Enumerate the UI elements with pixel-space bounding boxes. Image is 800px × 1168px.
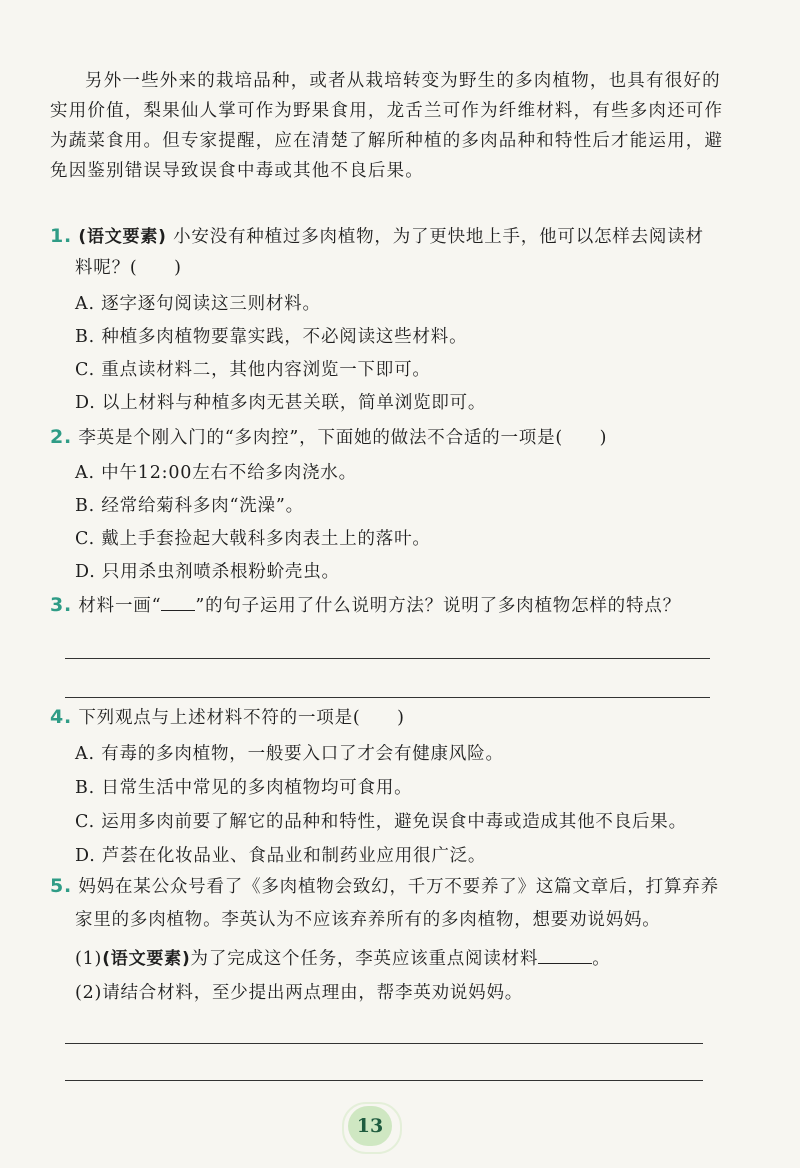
language-element-tag: (语文要素) — [102, 949, 191, 969]
intro-line: 为蔬菜食用。但专家提醒，应在清楚了解所种植的多肉品种和特性后才能运用，避 — [50, 131, 724, 151]
question-text: 下列观点与上述材料不符的一项是( ) — [78, 708, 405, 728]
option-b: B. 经常给菊科多肉“洗澡”。 — [75, 496, 304, 516]
option-a: A. 有毒的多肉植物，一般要入口了才会有健康风险。 — [75, 744, 504, 764]
fill-blank[interactable] — [538, 963, 592, 964]
option-c: C. 戴上手套捡起大戟科多肉表土上的落叶。 — [75, 529, 431, 549]
intro-paragraph — [50, 66, 730, 186]
option-a: A. 中午12:00左右不给多肉浇水。 — [75, 463, 357, 483]
answer-line[interactable] — [65, 1080, 703, 1081]
sub-question-text: (2)请结合材料，至少提出两点理由，帮李英劝说妈妈。 — [75, 983, 524, 1003]
option-b: B. 种植多肉植物要靠实践，不必阅读这些材料。 — [75, 327, 468, 347]
underline-blank — [161, 610, 195, 611]
option-a: A. 逐字逐句阅读这三则材料。 — [75, 294, 321, 314]
question-text: 家里的多肉植物。李英认为不应该弃养所有的多肉植物，想要劝说妈妈。 — [75, 910, 661, 930]
intro-line: 另外一些外来的栽培品种，或者从栽培转变为野生的多肉植物，也具有很好的 — [85, 71, 721, 91]
option-d: D. 以上材料与种植多肉无甚关联，简单浏览即可。 — [75, 393, 487, 413]
intro-line: 免因鉴别错误导致误食中毒或其他不良后果。 — [50, 161, 424, 181]
answer-line[interactable] — [65, 697, 710, 698]
language-element-tag: (语文要素) — [78, 227, 167, 247]
question-text: 材料一画“ — [78, 596, 162, 616]
question-text: 妈妈在某公众号看了《多肉植物会致幻，千万不要养了》这篇文章后，打算弃养 — [78, 877, 719, 897]
punctuation: 。 — [592, 949, 611, 969]
question-number: 1. — [50, 225, 73, 247]
question-number: 3. — [50, 594, 73, 616]
question-number: 2. — [50, 426, 73, 448]
answer-line[interactable] — [65, 658, 710, 659]
sub-question-text: 为了完成这个任务，李英应该重点阅读材料 — [190, 949, 539, 969]
option-d: D. 芦荟在化妆品业、食品业和制药业应用很广泛。 — [75, 846, 487, 866]
question-text: 料呢？( ) — [75, 258, 182, 278]
question-number: 5. — [50, 875, 73, 897]
option-c: C. 运用多肉前要了解它的品种和特性，避免误食中毒或造成其他不良后果。 — [75, 812, 687, 832]
page-number: 13 — [348, 1106, 392, 1146]
question-text: ”的句子运用了什么说明方法？说明了多肉植物怎样的特点？ — [195, 596, 681, 616]
question-number: 4. — [50, 706, 73, 728]
answer-line[interactable] — [65, 1043, 703, 1044]
question-text: 李英是个刚入门的“多肉控”，下面她的做法不合适的一项是( ) — [78, 428, 608, 448]
option-c: C. 重点读材料二，其他内容浏览一下即可。 — [75, 360, 431, 380]
option-d: D. 只用杀虫剂喷杀根粉蚧壳虫。 — [75, 562, 340, 582]
intro-line: 实用价值，梨果仙人掌可作为野果食用，龙舌兰可作为纤维材料，有些多肉还可作 — [50, 101, 724, 121]
sub-question-label: (1) — [75, 949, 103, 969]
question-text: 小安没有种植过多肉植物，为了更快地上手，他可以怎样去阅读材 — [173, 227, 704, 247]
option-b: B. 日常生活中常见的多肉植物均可食用。 — [75, 778, 413, 798]
